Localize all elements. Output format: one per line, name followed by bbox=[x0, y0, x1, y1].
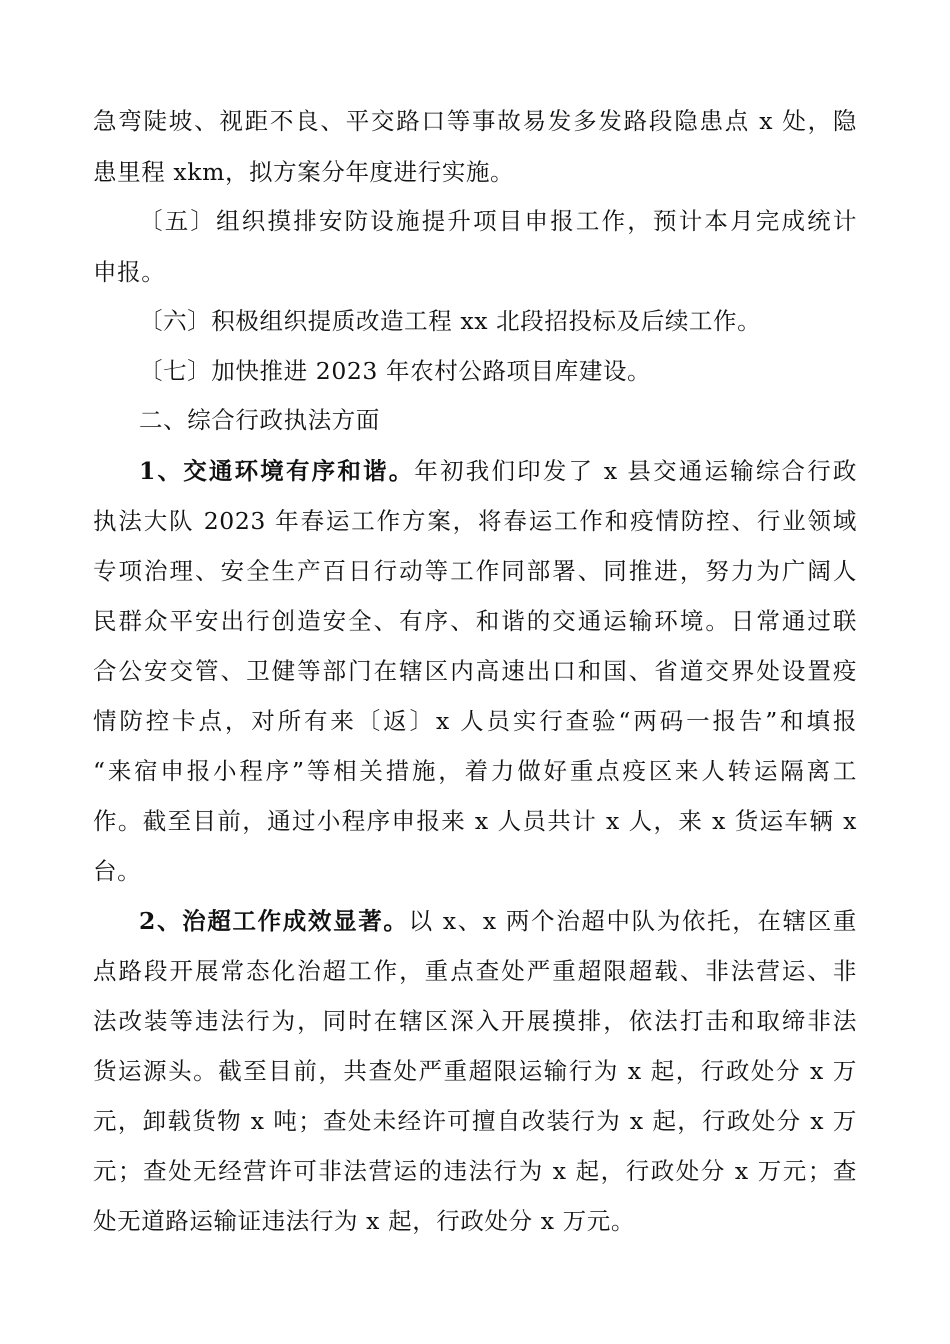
item-6: 〔六〕积极组织提质改造工程 xx 北段招投标及后续工作。 bbox=[139, 307, 762, 335]
para-2-line-6: 元；查处无经营许可非法营运的违法行为 x 起，行政处分 x 万元；查 bbox=[93, 1157, 857, 1185]
continuation-line-1: 急弯陡坡、视距不良、平交路口等事故易发多发路段隐患点 x 处，隐 bbox=[93, 107, 857, 135]
para-2-line-7: 处无道路运输证违法行为 x 起，行政处分 x 万元。 bbox=[93, 1207, 635, 1235]
item-7: 〔七〕加快推进 2023 年农村公路项目库建设。 bbox=[139, 357, 652, 385]
section-2-heading: 二、综合行政执法方面 bbox=[139, 406, 380, 434]
para-1-line-4: 民群众平安出行创造安全、有序、和谐的交通运输环境。日常通过联 bbox=[93, 607, 857, 635]
para-2-line-1 bbox=[139, 906, 857, 936]
para-2-line-3: 法改装等违法行为，同时在辖区深入开展摸排，依法打击和取缔非法 bbox=[93, 1007, 857, 1035]
para-2-line-1-text: 以 x、x 两个治超中队为依托，在辖区重 bbox=[408, 907, 857, 935]
para-2-line-4: 货运源头。截至目前，共查处严重超限运输行为 x 起，行政处分 x 万 bbox=[93, 1057, 857, 1085]
para-1-line-7: “来宿申报小程序”等相关措施，着力做好重点疫区来人转运隔离工 bbox=[93, 757, 857, 785]
para-2-title: 2、治超工作成效显著。 bbox=[139, 907, 409, 935]
continuation-line-2: 患里程 xkm，拟方案分年度进行实施。 bbox=[93, 158, 515, 186]
para-1-line-6: 情防控卡点，对所有来〔返〕x 人员实行查验“两码一报告”和填报 bbox=[93, 707, 857, 735]
para-1-title: 1、交通环境有序和谐。 bbox=[139, 457, 415, 485]
item-5-line-1: 〔五〕组织摸排安防设施提升项目申报工作，预计本月完成统计 bbox=[139, 207, 857, 235]
para-1-line-5: 合公安交管、卫健等部门在辖区内高速出口和国、省道交界处设置疫 bbox=[93, 657, 857, 685]
para-2-line-5: 元，卸载货物 x 吨；查处未经许可擅自改装行为 x 起，行政处分 x 万 bbox=[93, 1107, 857, 1135]
para-1-line-9: 台。 bbox=[93, 857, 142, 885]
para-1-line-1 bbox=[139, 456, 857, 486]
para-1-line-8: 作。截至目前，通过小程序申报来 x 人员共计 x 人，来 x 货运车辆 x bbox=[93, 807, 857, 835]
para-2-line-2: 点路段开展常态化治超工作，重点查处严重超限超载、非法营运、非 bbox=[93, 957, 857, 985]
para-1-line-2: 执法大队 2023 年春运工作方案，将春运工作和疫情防控、行业领域 bbox=[93, 507, 857, 535]
para-1-line-3: 专项治理、安全生产百日行动等工作同部署、同推进，努力为广阔人 bbox=[93, 557, 857, 585]
para-1-line-1-text: 年初我们印发了 x 县交通运输综合行政 bbox=[414, 457, 858, 485]
item-5-line-2: 申报。 bbox=[93, 258, 166, 286]
